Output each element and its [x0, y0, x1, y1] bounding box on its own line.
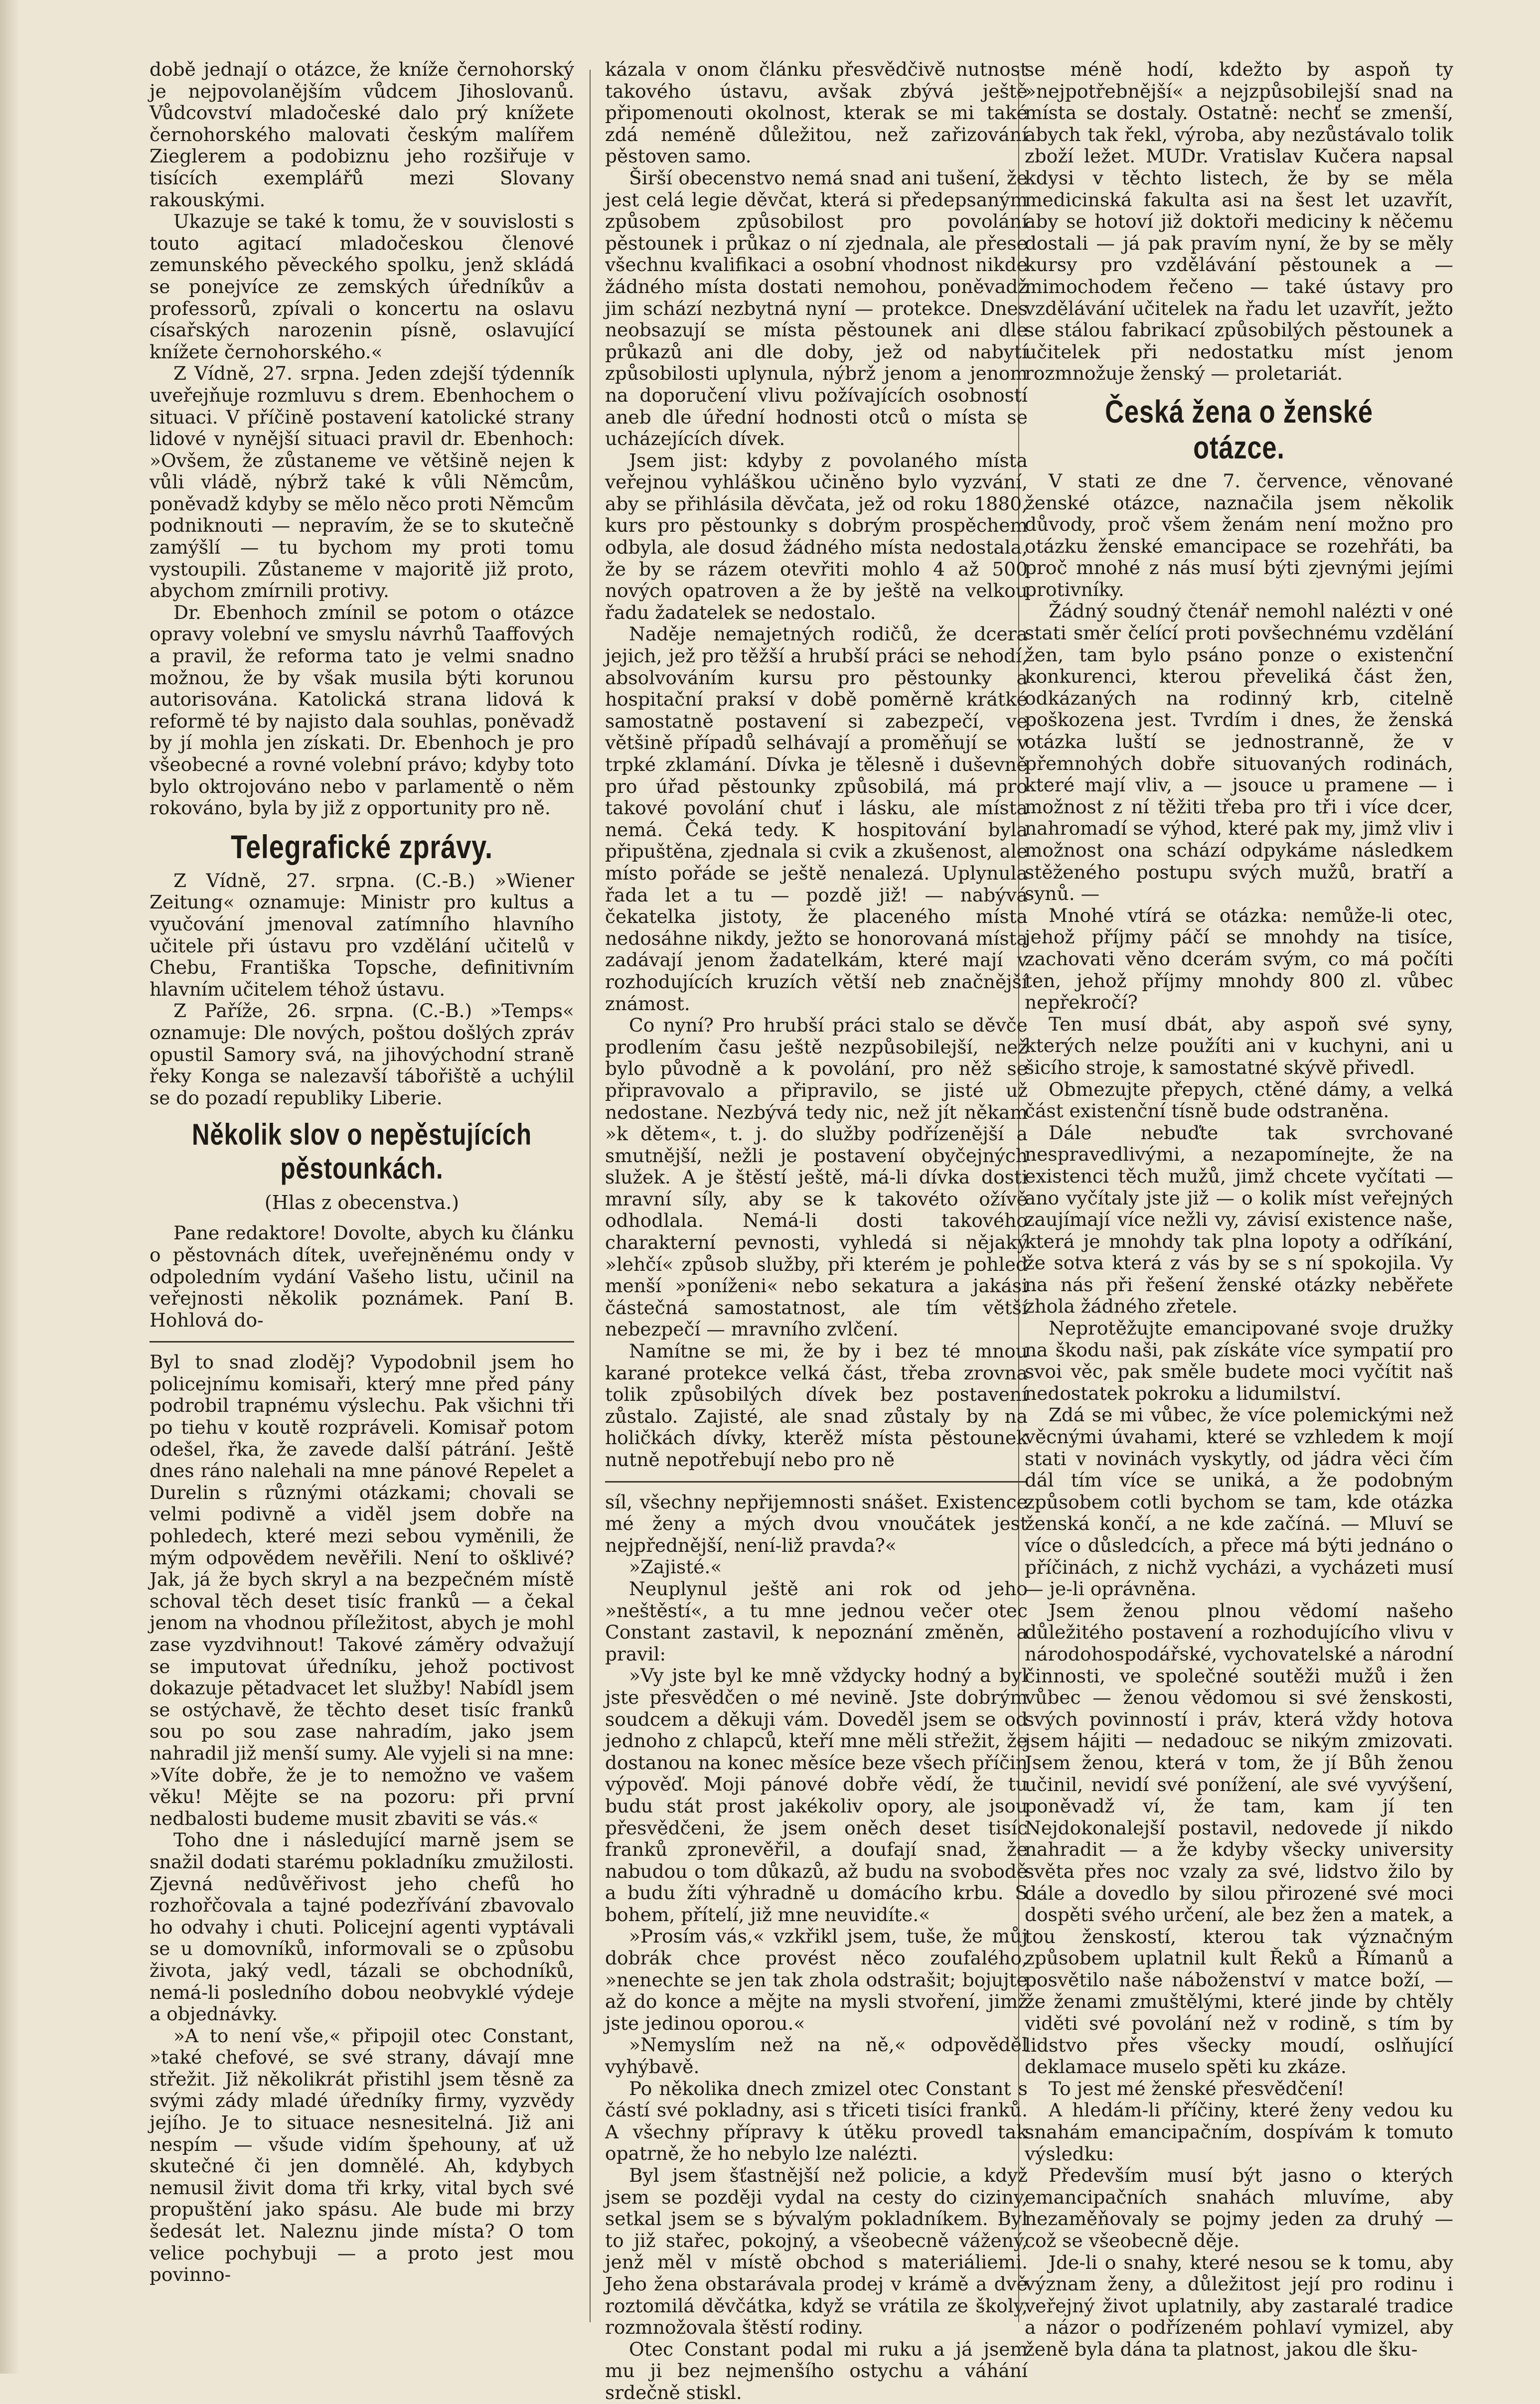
column-right: [1025, 58, 1453, 2360]
feuilleton-paragraph: »Nemyslím než na ně,« odpověděl vyhýbavě.: [605, 2034, 1028, 2078]
article-paragraph: Ukazuje se také k tomu, že v souvislosti s touto agitací mladočeskou členové zemunského pěveckého spolku, jenž skládá se ponejvíce ze zemských úředníkův a professorů, zpívali o koncertu na oslavu císařských narozenin písně, oslavující knížete černohorského.«: [150, 210, 574, 363]
article-paragraph: To jest mé ženské přesvědčení!: [1049, 2077, 1345, 2100]
article-paragraph: Neprotěžujte emancipované svoje družky na škodu naši, pak získáte více sympatií pro svoi věc, pak směle budete moci vyčítit naš nedostatek pokroku a lidumilství.: [1025, 1317, 1453, 1404]
telegram-vienna: Z Vídně, 27. srpna. (C.-B.) »Wiener Zeitung« oznamuje: Ministr pro kultus a vyučování jmenoval zatímního hlavního učitele při ústavu pro vzdělání učitelů v Chebu, Františka Topsche, definitivním hlavním učitelem téhož ústavu.: [150, 869, 574, 1000]
feuilleton-paragraph: Po několika dnech zmizel otec Constant s částí své pokladny, asi s třiceti tisíci franků. A všechny přípravy k útěku provedl tak opatrně, že ho nebylo lze nalézti.: [605, 2077, 1028, 2165]
article-paragraph: Především musí být jasno o kterých emancipačních snahách mluvíme, aby nezaměňovaly se pojmy jeden za druhý — což se všeobecně děje.: [1025, 2164, 1453, 2252]
section-subheading: (Hlas z obecenstva.): [264, 1192, 460, 1214]
article-paragraph: době jednají o otázce, že kníže černohorský je nejpovolanějším vůdcem Jihoslovanů. Vůdcovství mladočeské dalo prý knížete černohorského malovati českým malířem Zieglerem a podobiznu jeho rozšiřuje v tisících exemplářů mezi Slovany rakouskými.: [150, 58, 574, 211]
article-paragraph: Dr. Ebenhoch zmínil se potom o otázce opravy volební ve smyslu návrhů Taaffových a pravil, že reforma tato je velmi snadno možnou, že by však musila býti korunou autorisována. Katolická strana lidová k reformě té by najisto dala souhlas, poněvadž by jí mohla jen získati. Dr. Ebenhoch je pro všeobecné a rovné volební právo; kdyby toto bylo oktrojováno nebo v parlamentě o něm rokováno, byla by již z opportunity pro ně.: [150, 601, 574, 819]
column-left: [150, 59, 574, 2341]
article-paragraph: Ten musí dbát, aby aspoň své syny, kterých nelze použíti ani v kuchyni, ani u šicího stroje, k samostatné skývě přivedl.: [1025, 1013, 1453, 1078]
feuilleton-paragraph: Byl jsem šťastnější než policie, a když jsem se později vydal na cesty do ciziny, setkal jsem se s bývalým pokladníkem. Byl to již stařec, pokojný, a všeobecně vážený, jenž měl v místě obchod s materiáliemi. Jeho žena obstarávala prodej v krámě a dvě roztomilá děvčátka, když se vrátila ze školy, rozmnožovala štěstí rodiny.: [605, 2164, 1028, 2339]
feuilleton-paragraph: »Prosím vás,« vzkřikl jsem, tuše, že můj dobrák chce provést něco zoufalého, »nenechte se jen tak zhola odstrašit; bojujte až do konce a mějte na mysli stvoření, jimž jste jedinou oporou.«: [605, 1925, 1028, 2034]
column-rule-left: [590, 70, 591, 2322]
page-edge-shadow: [0, 0, 20, 2374]
article-paragraph: kázala v onom článku přesvědčivě nutnost takového ústavu, avšak zbývá ještě připomenouti okolnost, kterak se mi také zdá neméně důležitou, než zařizování pěstoven samo.: [605, 58, 1028, 167]
feuilleton-paragraph: »Zajisté.«: [629, 1556, 722, 1578]
article-paragraph: Obmezujte přepych, ctěné dámy, a velká část existenční tísně bude odstraněna.: [1025, 1078, 1453, 1122]
feuilleton-paragraph: »Vy jste byl ke mně vždycky hodný a byl jste přesvědčen o mé nevině. Jste dobrým soudcem a děkuji vám. Doveděl jsem se od jednoho z chlapců, kteří mne měli střežit, že dostanou na konec měsíce beze všech příčin výpověď. Moji pánové dobře vědí, že tu budu stát prost jakékoliv opory, ale jsou přesvědčeni, že jsem oněch deset tisíc franků zpronevěřil, a doufají snad, že nabudou o tom důkazů, až budu na svobodě a budu žíti výhradně u domácího krbu. S bohem, přítelí, již mne neuvidíte.«: [605, 1664, 1028, 1926]
feuilleton-paragraph: síl, všechny nepřijemnosti snášet. Existence mé ženy a mých dvou vnoučátek jest nejpřednější, není-liž pravda?«: [605, 1491, 1028, 1556]
feuilleton-paragraph: Otec Constant podal mi ruku a já jsem mu ji bez nejmenšího ostychu a váhání srdečně stiskl.: [605, 2338, 1028, 2404]
section-heading-czech-woman: Česká žena o ženské otázce.: [1105, 393, 1373, 465]
feuilleton-paragraph: Toho dne i následující marně jsem se snažil dodati starému pokladníku zmužilosti. Zjevná nedůvěřivost jeho chefů ho rozhořčovala a tajné podezřívání zbavovalo ho odvahy i chuti. Policejní agenti vyptávali se u domovníků, informovali se o způsobu života, jaký vedl, tázali se obchodníků, nemá-li posledního dobou neobvyklé výdeje a objednávky.: [150, 1829, 574, 2025]
article-paragraph: Jsem ženou plnou vědomí našeho důležitého postavení a rozhodujícího vlivu v národohospodářské, vychovatelské a národní činnosti, ve společné soutěži mužů i žen vůbec — ženou vědomou si své ženskosti, svých povinností i práv, která vždy hotova jsem hájiti — nedadouc se nikým zmizovati. Jsem ženou, která v tom, že jí Bůh ženou učinil, nevidí své ponížení, ale své vyvýšení, poněvadž ví, že tam, kam jí ten Nejdokonalejší postavil, nedovede jí nikdo nahradit — a že kdyby všecky university světa přes noc vzaly za své, lidstvo žilo by dále a dovedlo by silou přirozené své moci dospěti svého určení, ale bez žen a matek, a tou ženskostí, kterou tak význačným způsobem uplatnil kult Řeků a Římanů a posvětilo naše náboženství v matce boží, — že ženami zmuštělými, které jinde by chtěly viděti své povolání než v rodině, s tím by lidstvo přes všecky moudí, oslňující deklamace muselo spěti ku zkáze.: [1025, 1599, 1453, 2078]
section-heading-telegrams: Telegrafické zprávy.: [231, 828, 493, 865]
article-paragraph: Namítne se mi, že by i bez té mnou karané protekce velká část, třeba zrovna tolik způsobilých dívek bez postavení zůstalo. Zajisté, ale snad zůstaly by na holičkách dívky, kterěž místa pěstounek nutně nepotřebují nebo pro ně: [605, 1340, 1028, 1471]
article-paragraph: Mnohé vtírá se otázka: nemůže-li otec, jehož příjmy páčí se mnohdy na tisíce, zachovati věno dcerám svým, co má počíti ten, jehož příjmy mnohdy 800 zl. vůbec nepřekročí?: [1025, 904, 1453, 1014]
feuilleton-divider: [605, 1481, 1028, 1483]
article-paragraph: Žádný soudný čtenář nemohl nalézti v oné stati směr čelící proti povšechnému vzdělání žen, tam bylo psáno ponze o existenční konkurenci, kterou převeliká část žen, odkázaných na rodinný krb, citelně poškozena jest. Tvrdím i dnes, že ženská otázka luští se jednostranně, že v přemnohých dobře situovaných rodinách, které mají vliv, a — jsouce u pramene — i možnost z ní těžiti třeba pro tři i více dcer, nahromadí se výhod, které pak my, jimž vliv i možnost ona schází odpykáme následkem stěženého postupu svých mužů, bratří a synů. —: [1025, 600, 1453, 905]
article-paragraph: Naděje nemajetných rodičů, že dcera jejich, jež pro těžší a hrubší práci se nehodí, absolvováním kursu pro pěstounky a hospitační praksí v době poměrně krátké samostatně postavení si zabezpečí, ve většině případů selhávají a proměňují se v trpké zklamání. Dívka je tělesně i duševně pro úřad pěstounky způsobilá, má pro takové povolání chuť i lásku, ale místa nemá. Čeká tedy. K hospitování byla připuštěna, zjednala si cvik a zkušenost, ale místo pořáde se ještě nenalezá. Uplynula řada let a tu — pozdě již! — nabývá čekatelka jistoty, že placeného místa nedosáhne nikdy, ježto se honorovaná místa zadávají jenom žadatelkám, které mají v rozhodujících kruzích větší neb značnější známost.: [605, 623, 1028, 1015]
feuilleton-paragraph: Byl to snad zloděj? Vypodobnil jsem ho policejnímu komisaři, který mne před pány podrobil trapnému výslechu. Pak všichni tři po tiehu v koutě rozpráveli. Komisař potom odešel, řka, že zavede další pátrání. Ještě dnes ráno nalehali na mne pánové Repelet a Durelin s různými otázkami; chovali se velmi podivně a viděl jsem dobře na pohledech, které mezi sebou vyměnili, že mým odpovědem nevěřili. Není to ošklivé? Jak, já že bych skryl a na bezpečném místě schoval těch deset tisíc franků — a čekal jenom na vhodnou příležitost, abych je mohl zase vyzdvihnout! Takové záměry odvažují se imputovat úředníku, jehož poctivost dokazuje pětadvacet let služby! Nabídl jsem se ostýchavě, že těchto deset tisíc franků sou po sou zase nahradím, jako jsem nahradil již menší sumy. Ale vyjeli si na mne: »Víte dobře, že je to nemožno ve vašem věku! Mějte se na pozoru: při první nedbalosti budeme musit zbaviti se vás.«: [150, 1351, 574, 1829]
feuilleton-paragraph: »A to není vše,« připojil otec Constant, »také chefové, se své strany, dávají mne střežit. Již několikrát přistihl jsem těsně za svými zády mladé úředníky firmy, vyzvědy jejího. Je to situace nesnesitelná. Již ani nespím — všude vidím špehouny, ať už skutečné či jen domnělé. Ah, kdybych nemusil živit doma tři krky, vital bych své propuštění jako spásu. Ale bude mi brzy šedesát let. Naleznu jinde místa? O tom velice pochybuji — a proto jest mou povinno-: [150, 2024, 574, 2286]
section-heading-nurses: Několik slov o nepěstujících pěstounkách.: [192, 1118, 532, 1186]
feuilleton-divider: [150, 1341, 574, 1343]
article-paragraph: Dále nebuďte tak svrchované nespravedlivými, a nezapomínejte, že na existenci těch mužů, jimž chcete vyčítati — ano vyčítaly jste již — o kolik míst veřejných zaujímají více nežli vy, závisí existence naše, která je mnohdy tak plna lopoty a odříkání, že sotva která z vás by se s ní spokojila. Vy na nás při řešení ženské otázky neběřete zhola žádného zřetele.: [1025, 1121, 1453, 1318]
feuilleton-paragraph: Neuplynul ještě ani rok od jeho »neštěstí«, a tu mne jednou večer otec Constant zastavil, k nepoznání změněn, a pravil:: [605, 1577, 1028, 1665]
article-paragraph: A hledám-li příčiny, které ženy vedou ku snahám emancipačním, dospívám k tomuto výsledku:: [1025, 2099, 1453, 2165]
article-paragraph: Co nyní? Pro hrubší práci stalo se děvče prodlením času ještě nezpůsobilejší, než bylo původně a k povolání, pro něž se připravovalo a připravilo, se jisté už nedostane. Nezbývá tedy nic, než jít někam »k dětem«, t. j. do služby podřízenější a smutnější, nežli je postavení obyčejných služek. A je štěstí ještě, má-li dívka dosti mravní síly, aby se k takovéto ožívě odhodlala. Nemá-li dosti takového charakterní pevnosti, vyhledá si nějaký »lehčí« způsob služby, při kterém je pohled menší »poníženi« nebo sekatura a jakási částečná samostatnost, ale tím větší nebezpečí — mravního zvlčení.: [605, 1014, 1028, 1341]
article-paragraph: se méně hodí, kdežto by aspoň ty »nejpotřebnější« a nejzpůsobilejší snad na místa se dostaly. Ostatně: nechť se zmenší, abych tak řekl, výroba, aby nezůstávalo tolik zboží ležet. MUDr. Vratislav Kučera napsal kdysi v těchto listech, že by se měla medicinská fakulta asi na šest let uzavřít, aby se hotoví již doktoři mediciny k něčemu dostali — já pak pravím nyní, že by se měly kursy pro vzdělávání pěstounek a — mimochodem řečeno — také ústavy pro vzdělávání učitelek na řadu let uzavřít, ježto se stálou fabrikací způsobilých pěstounek a učitelek při nedostatku míst jenom rozmnožuje ženský — proletariát.: [1025, 58, 1453, 385]
article-paragraph: Zdá se mi vůbec, že více polemickými než věcnými úvahami, které se vzhledem k mojí stati v novinách vyskytly, od jádra věci čím dál tím více se uniká, a že podobným způsobem cotli bychom se tam, kde otázka ženská končí, a ne kde začíná. — Mluví se více o důsledcích, a přece má býti jednáno o příčinách, z nichž vycházi, a vycházeti musí — je-li oprávněna.: [1025, 1404, 1453, 1600]
article-paragraph: Pane redaktore! Dovolte, abych ku článku o pěstovnách dítek, uveřejněnému ondy v odpoledním vydání Vašeho listu, učinil na veřejnosti několik poznámek. Paní B. Hohlová do-: [150, 1222, 574, 1331]
column-middle: [605, 58, 1028, 2404]
telegram-paris: Z Paříže, 26. srpna. (C.-B.) »Temps« oznamuje: Dle nových, poštou došlých zpráv opustil Samory svá, na jihovýchodní straně řeky Konga se nalezavší tábořiště a uchýlil se do pozadí republiky Liberie.: [150, 1000, 574, 1109]
article-paragraph: Širší obecenstvo nemá snad ani tušení, že jest celá legie děvčat, která si předepsaným způsobem způsobilost pro povolání pěstounek i průkaz o ní zjednala, ale přese všechnu kvalifikaci a osobní vhodnost nikde žádného místa dostati nemohou, poněvadž jim schází nezbytná nyní — protekce. Dnes neobsazují se místa pěstounek ani dle průkazů ani dle doby, jež od nabytí způsobilosti uplynula, nýbrž jenom a jenom na doporučení vlivu požívajících osobností aneb dle úřední hodnosti otců o místa se ucházejících dívek.: [605, 166, 1028, 450]
article-paragraph: V stati ze dne 7. července, věnované ženské otázce, naznačila jsem několik důvody, proč všem ženám není možno pro otázku ženské emancipace se rozehřáti, ba proč mnohé z nás musí býti zjevnými jejími protivníky.: [1025, 469, 1453, 601]
article-paragraph: Jsem jist: kdyby z povolaného místa veřejnou vyhláškou učiněno bylo vyzvání, aby se přihlásila děvčata, jež od roku 1880, kurs pro pěstounky s dobrým prospěchem odbyla, ale dosud žádného místa nedostala, že by se rázem otevřiti mohlo 4 až 500 nových opatroven a že by ještě na velkou řadu žadatelek se nedostalo.: [605, 449, 1028, 623]
article-paragraph: Jde-li o snahy, které nesou se k tomu, aby význam ženy, a důležitost její pro rodinu i veřejný život uplatnily, aby zastaralé tradice a názor o podřízeném pohlaví vymizel, aby ženě byla dána ta platnost, jakou dle šku-: [1025, 2251, 1453, 2360]
news-item-vienna: Z Vídně, 27. srpna. Jeden zdejší týdenník uveřejňuje rozmluvu s drem. Ebenhochem o situaci. V příčině postavení katolické strany lidové v nynější situaci pravil dr. Ebenhoch: »Ovšem, že zůstaneme ve většině nejen k vůli vládě, nýbrž také k vůli Němcům, poněvadž kdyby se mělo něco proti Němcům podniknouti — nepravím, že se to skutečně zamýšlí — tu bychom my proti tomu vystoupili. Zůstaneme v majoritě již proto, abychom zmírnili protivy.: [150, 362, 574, 602]
